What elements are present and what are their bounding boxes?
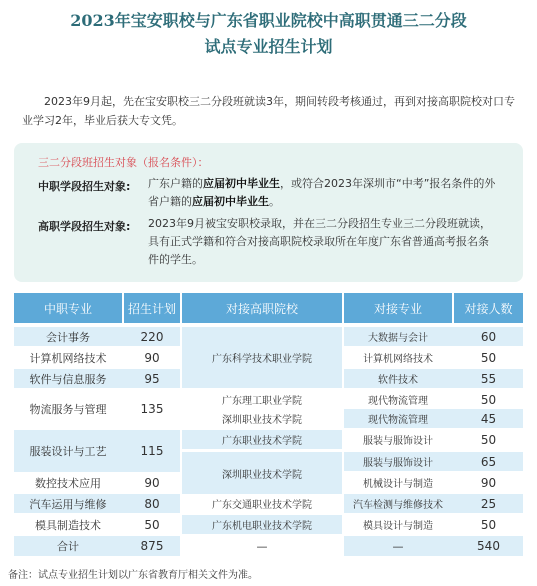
target-major-cell: 服装与服饰设计 xyxy=(363,436,433,447)
target-major-cell: 计算机网络技术 xyxy=(363,354,433,365)
major-cell: 物流服务与管理 xyxy=(29,403,107,416)
count-total: 540 xyxy=(477,539,500,553)
plan-cell: 80 xyxy=(144,496,160,511)
target-major-cell: 汽车检测与维修技术 xyxy=(353,500,443,511)
header-college: 对接高职院校 xyxy=(182,293,342,323)
zhongzhi-label: 中职学段招生对象: xyxy=(38,180,131,193)
college-cell: 深圳职业技术学院 xyxy=(222,469,302,481)
header-target-major: 对接专业 xyxy=(344,293,452,323)
header-count: 对接人数 xyxy=(454,293,523,323)
page-title-line2: 试点专业招生计划 xyxy=(204,37,333,56)
plan-cell: 50 xyxy=(144,517,160,532)
plan-cell: 90 xyxy=(144,350,160,365)
intro-paragraph: 2023年9月起，先在宝安职校三二分段班就读3年，期间转段考核通过，再到对接高职院校对口专业学习2年，毕业后获大专文凭。 xyxy=(22,95,515,127)
target-major-total: — xyxy=(392,539,404,553)
count-cell: 60 xyxy=(480,329,497,344)
plan-cell: 220 xyxy=(140,329,164,344)
header-plan: 招生计划 xyxy=(124,293,180,323)
footnote: 备注：试点专业招生计划以广东省教育厅相关文件为准。 xyxy=(8,570,258,581)
target-major-cell: 现代物流管理 xyxy=(368,396,428,407)
count-cell: 55 xyxy=(480,371,497,386)
count-cell: 90 xyxy=(480,475,497,490)
total-label: 合计 xyxy=(57,540,79,553)
major-cell: 数控技术应用 xyxy=(35,476,101,490)
count-cell: 50 xyxy=(480,392,497,407)
plan-cell: 95 xyxy=(144,371,160,386)
target-major-cell: 大数据与会计 xyxy=(368,333,428,344)
page-title-line1: 2023年宝安职校与广东省职业院校中高职贯通三二分段 xyxy=(70,11,467,30)
count-cell: 65 xyxy=(480,454,497,469)
college-cell: 广东职业技术学院 xyxy=(222,436,302,447)
major-cell: 计算机网络技术 xyxy=(29,351,107,365)
target-major-cell: 服装与服饰设计 xyxy=(363,458,433,469)
count-cell: 45 xyxy=(480,411,497,426)
gaozhi-text: 2023年9月被宝安职校录取，并在三二分段招生专业三二分段班就读， 具有正式学籍和符合对接高职院校录取所在年度广东省普通高考报名条 件的学生。 xyxy=(148,217,491,266)
plan-cell: 90 xyxy=(144,475,160,490)
major-cell: 服装设计与工艺 xyxy=(29,445,107,458)
target-major-cell: 模具设计与制造 xyxy=(363,521,433,532)
major-cell: 汽车运用与维修 xyxy=(29,497,107,511)
target-major-cell: 机械设计与制造 xyxy=(363,479,433,490)
conditions-box xyxy=(14,143,523,282)
major-cell: 软件与信息服务 xyxy=(29,372,107,386)
college-cell: 广东机电职业技术学院 xyxy=(212,521,312,532)
zhongzhi-text: 广东户籍的应届初中毕业生，或符合2023年深圳市“中考”报名条件的外 省户籍的应届初中毕业生。 xyxy=(148,177,496,208)
college-cell: 广东科学技术职业学院 xyxy=(212,354,312,365)
major-cell: 会计事务 xyxy=(46,330,90,344)
enrollment-table xyxy=(14,293,523,560)
target-major-cell: 软件技术 xyxy=(378,375,418,386)
plan-total: 875 xyxy=(140,539,164,553)
major-cell: 模具制造技术 xyxy=(35,518,101,532)
target-major-cell: 现代物流管理 xyxy=(368,415,428,426)
conditions-heading: 三二分段班招生对象（报名条件）： xyxy=(38,156,209,169)
plan-cell: 135 xyxy=(140,402,164,416)
college-cell: 深圳职业技术学院 xyxy=(222,415,302,426)
count-cell: 50 xyxy=(480,517,497,532)
college-cell: 广东理工职业学院 xyxy=(222,396,302,407)
gaozhi-label: 高职学段招生对象: xyxy=(38,220,131,233)
count-cell: 25 xyxy=(480,496,497,511)
college-cell: 广东交通职业技术学院 xyxy=(212,500,312,511)
count-cell: 50 xyxy=(480,432,497,447)
plan-cell: 115 xyxy=(140,444,164,458)
header-major: 中职专业 xyxy=(14,293,122,323)
count-cell: 50 xyxy=(480,350,497,365)
college-total: — xyxy=(256,539,268,553)
